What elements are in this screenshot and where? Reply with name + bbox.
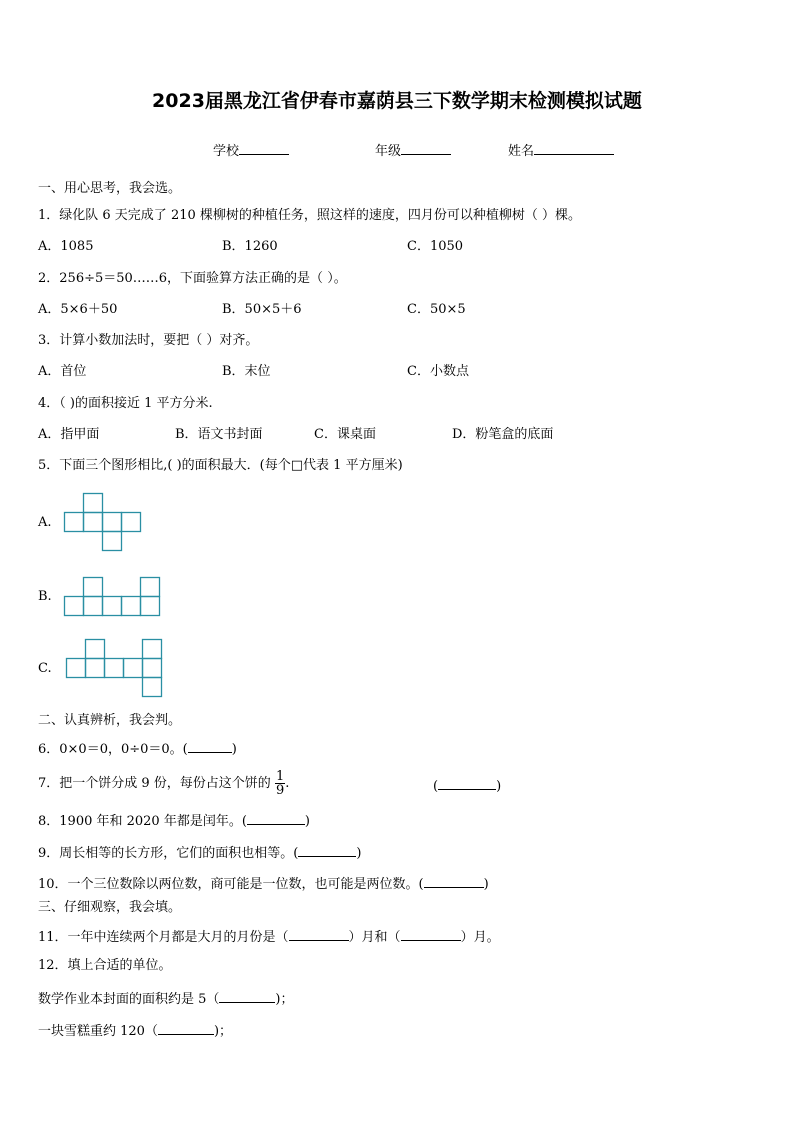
q12-blank-2[interactable]: [158, 1021, 214, 1035]
question-1: 1．绿化队 6 天完成了 210 棵柳树的种植任务，照这样的速度，四月份可以种植柳树（ ）棵。: [38, 208, 582, 223]
shape-b-square: [103, 597, 122, 616]
page-title: 2023届黑龙江省伊春市嘉荫县三下数学期末检测模拟试题: [152, 90, 642, 112]
shape-c-square: [86, 659, 105, 678]
question-9: [38, 843, 361, 862]
q12-blank-1[interactable]: [219, 989, 275, 1003]
q10-text: 10．一个三位数除以两位数，商可能是一位数，也可能是两位数。(: [38, 877, 424, 892]
q10-paren-close: ): [483, 877, 489, 892]
q11-text-3: ）月。: [460, 930, 500, 945]
grade-blank[interactable]: [401, 141, 451, 155]
name-blank[interactable]: [534, 141, 614, 155]
q9-text: 9．周长相等的长方形，它们的面积也相等。(: [38, 846, 299, 861]
grade-label: 年级: [375, 144, 402, 159]
shape-a-square: [84, 494, 103, 513]
question-4: 4．（ )的面积接近 1 平方分米.: [38, 396, 213, 411]
section-2-heading: 二、认真辨析，我会判。: [38, 713, 182, 728]
shape-c-square: [105, 659, 124, 678]
q12-line-1-end: )；: [275, 992, 294, 1007]
shape-c-square: [143, 640, 162, 659]
q7-answer-blank[interactable]: [438, 776, 496, 790]
shape-b-square: [141, 597, 160, 616]
shape-c-square: [124, 659, 143, 678]
question-3: 3．计算小数加法时，要把（ ）对齐。: [38, 333, 259, 348]
shape-a-square: [103, 513, 122, 532]
shape-c-square: [86, 640, 105, 659]
q4-option-c[interactable]: C．课桌面: [314, 427, 376, 442]
q3-option-c[interactable]: C．小数点: [407, 364, 469, 379]
shape-b-square: [84, 578, 103, 597]
q5-option-a-label[interactable]: A.: [38, 515, 52, 530]
q6-text: 6．0×0＝0，0÷0＝0。(: [38, 742, 188, 757]
q7-period: .: [285, 776, 290, 791]
q3-option-a[interactable]: A．首位: [38, 364, 87, 379]
question-11: [38, 927, 500, 946]
section-3-heading: 三、仔细观察，我会填。: [38, 900, 182, 915]
shape-a-square: [122, 513, 141, 532]
q11-blank-1[interactable]: [289, 927, 349, 941]
q2-option-b[interactable]: B．50×5＋6: [222, 302, 302, 317]
school-label: 学校: [213, 144, 240, 159]
q1-option-b[interactable]: B．1260: [222, 239, 278, 254]
shape-a-square: [103, 532, 122, 551]
q2-option-a[interactable]: A．5×6＋50: [38, 302, 118, 317]
q4-option-a[interactable]: A．指甲面: [38, 427, 100, 442]
section-1-heading: 一、用心思考，我会选。: [38, 181, 182, 196]
grade-field: [375, 141, 451, 160]
q7-fraction: [275, 770, 285, 797]
question-2: 2．256÷5＝50……6，下面验算方法正确的是（ ）。: [38, 271, 347, 286]
q12-line-2-end: )；: [213, 1024, 233, 1039]
shape-b-grid: [60, 573, 166, 619]
q7-paren-open: (: [433, 779, 439, 794]
q5-option-b-label[interactable]: B.: [38, 589, 52, 604]
shape-b-square: [65, 597, 84, 616]
shape-a-square: [65, 513, 84, 532]
name-field: [508, 141, 614, 160]
question-7: [38, 766, 289, 802]
q7-answer: [433, 776, 501, 795]
q12-line-2: [38, 1021, 232, 1040]
q9-paren-close: ): [356, 846, 362, 861]
q11-text-2: ）月和（: [348, 930, 401, 945]
shape-b-square: [122, 597, 141, 616]
q1-option-c[interactable]: C．1050: [407, 239, 464, 254]
q8-answer-blank[interactable]: [247, 811, 305, 825]
name-label: 姓名: [508, 144, 535, 159]
q12-line-2-text: 一块雪糕重约 120（: [38, 1024, 158, 1039]
shape-a-square: [84, 513, 103, 532]
shape-c-square: [143, 659, 162, 678]
q5-option-c-label[interactable]: C.: [38, 661, 52, 676]
shape-c-square: [143, 678, 162, 697]
question-12: 12．填上合适的单位。: [38, 958, 172, 973]
q10-answer-blank[interactable]: [424, 874, 484, 888]
q8-paren-close: ): [304, 814, 310, 829]
q7-text: 7．把一个饼分成 9 份，每份占这个饼的: [38, 776, 271, 791]
q12-line-1-text: 数学作业本封面的面积约是 5（: [38, 992, 220, 1007]
q4-option-d[interactable]: D．粉笔盒的底面: [452, 427, 554, 442]
q12-line-1: [38, 989, 293, 1008]
question-8: [38, 811, 310, 830]
q1-option-a[interactable]: A．1085: [38, 239, 94, 254]
q7-numerator: 1: [275, 769, 285, 784]
shape-b-square: [141, 578, 160, 597]
q4-option-b[interactable]: B．语文书封面: [175, 427, 263, 442]
question-10: [38, 874, 489, 893]
shape-a-grid: [60, 489, 146, 554]
q7-denominator: 9: [275, 783, 285, 798]
school-field: [213, 141, 289, 160]
question-5: 5．下面三个图形相比,( )的面积最大．(每个□代表 1 平方厘米): [38, 458, 403, 473]
q6-paren-close: ): [231, 742, 237, 757]
question-6: [38, 739, 237, 758]
q7-paren-close: ): [496, 779, 502, 794]
q11-blank-2[interactable]: [401, 927, 461, 941]
shape-c-grid: [62, 635, 168, 700]
school-blank[interactable]: [239, 141, 289, 155]
shape-b-square: [84, 597, 103, 616]
shape-c-square: [67, 659, 86, 678]
q2-option-c[interactable]: C．50×5: [407, 302, 466, 317]
q9-answer-blank[interactable]: [298, 843, 356, 857]
q8-text: 8．1900 年和 2020 年都是闰年。(: [38, 814, 247, 829]
q6-answer-blank[interactable]: [188, 739, 232, 753]
q3-option-b[interactable]: B．末位: [222, 364, 271, 379]
q11-text-1: 11．一年中连续两个月都是大月的月份是（: [38, 930, 289, 945]
